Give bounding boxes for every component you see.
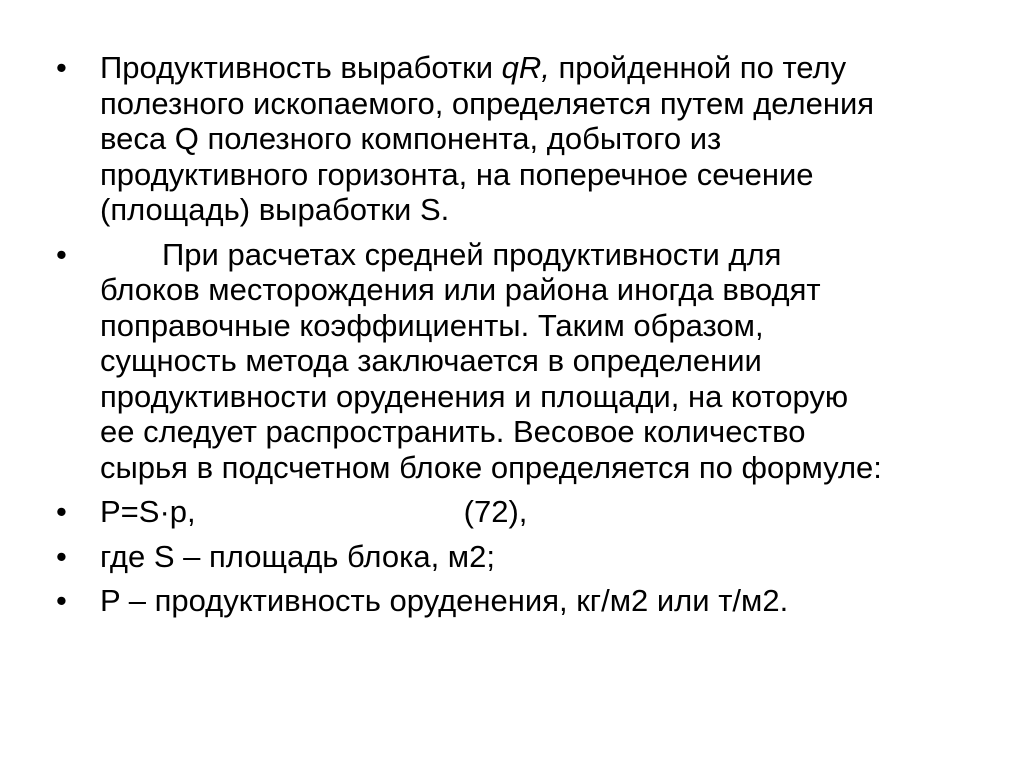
bullet-text: P – продуктивность оруденения, кг/м2 или т/м2.	[100, 583, 789, 618]
bullet-item-formula	[56, 494, 976, 530]
bullet-icon: •	[56, 494, 67, 529]
bullet-item-area-definition	[56, 539, 976, 575]
paragraph-text: При расчетах средней продуктивности для блоков месторождения или района иногда вводят поправочные коэффициенты. Таким образом, сущность метода заключается в определении продуктивности оруденения и площади, на которую ее следует распространить. Весовое количество сырья в подсчетном блоке определяется по формуле:	[100, 236, 882, 485]
bullet-icon: •	[56, 236, 67, 272]
formula: P=S·p,	[100, 494, 196, 529]
formula-number: (72),	[463, 494, 528, 529]
bullet-icon: •	[56, 538, 67, 574]
bullet-icon: •	[56, 583, 67, 618]
bullet-list	[56, 50, 976, 628]
bullet-text	[100, 494, 976, 530]
text-after-variable: пройденной по телу полезного ископаемого, определяется путем деления веса Q полезного компонента, добытого из продуктивного горизонта, на поперечное сечение (площадь) выработки S.	[100, 50, 875, 227]
bullet-icon: •	[56, 50, 67, 85]
bullet-text	[100, 237, 976, 486]
bullet-item-productivity-units	[56, 583, 976, 619]
text-before-variable: Продуктивность выработки	[100, 50, 502, 85]
bullet-text: где S – площадь блока, м2;	[100, 538, 495, 574]
bullet-text	[100, 50, 976, 228]
variable-qr: qR,	[501, 50, 550, 85]
bullet-item-correction-factors	[56, 237, 976, 486]
bullet-item-productivity-definition	[56, 50, 976, 228]
